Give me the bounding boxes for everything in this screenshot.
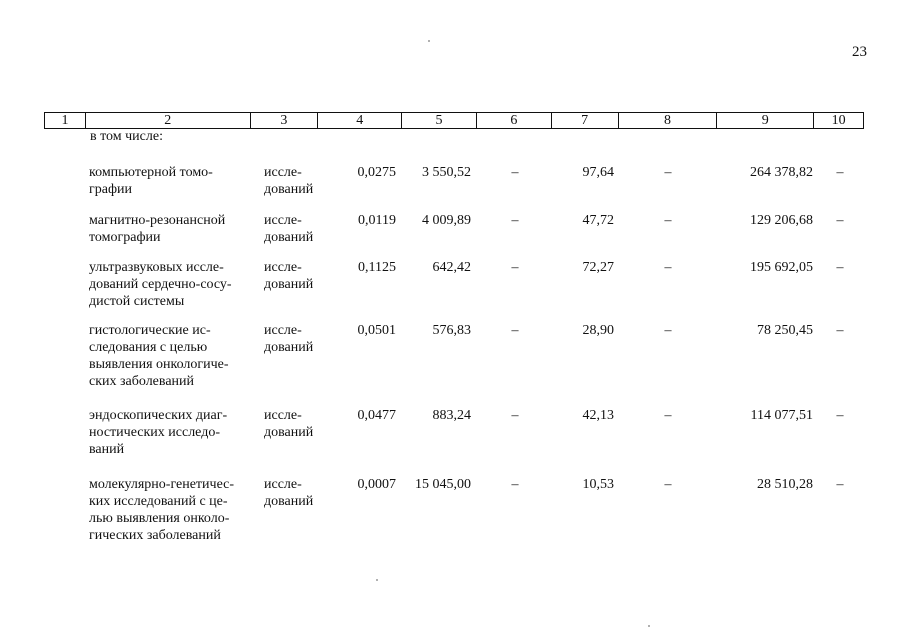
scan-speck bbox=[428, 40, 430, 42]
row-col-9: 114 077,51 bbox=[750, 408, 813, 423]
row-name-line: магнитно-резонансной bbox=[89, 213, 226, 228]
row-col-5: 883,24 bbox=[432, 408, 471, 423]
row-name-line: томографии bbox=[89, 230, 161, 245]
row-unit-cell bbox=[264, 476, 324, 510]
row-name-line: дований сердечно-сосу- bbox=[89, 277, 232, 292]
row-unit-line: иссле- bbox=[264, 213, 302, 228]
header-cell-10: 10 bbox=[831, 113, 846, 128]
row-unit-line: иссле- bbox=[264, 165, 302, 180]
row-unit-line: дований bbox=[264, 182, 314, 197]
row-name-cell bbox=[89, 407, 242, 458]
row-col-8: – bbox=[664, 477, 672, 492]
row-name-line: графии bbox=[89, 182, 133, 197]
row-name-line: компьютерной томо- bbox=[89, 165, 213, 180]
row-unit-line: дований bbox=[264, 230, 314, 245]
row-col-5: 576,83 bbox=[432, 323, 471, 338]
scan-speck bbox=[648, 625, 650, 627]
header-cell-8: 8 bbox=[619, 113, 718, 128]
row-name-line: ских заболеваний bbox=[89, 374, 195, 389]
row-col-7: 28,90 bbox=[582, 323, 614, 338]
row-unit-line: иссле- bbox=[264, 260, 302, 275]
row-unit-line: дований bbox=[264, 277, 314, 292]
row-name-cell bbox=[89, 476, 242, 544]
row-col-6: – bbox=[511, 213, 519, 228]
row-col-10: – bbox=[836, 213, 844, 228]
row-col-9: 28 510,28 bbox=[757, 477, 813, 492]
row-col-8: – bbox=[664, 213, 672, 228]
row-col-8: – bbox=[664, 260, 672, 275]
intro-text: в том числе: bbox=[90, 129, 163, 144]
header-cell-3: 3 bbox=[251, 113, 319, 128]
row-col-7: 10,53 bbox=[582, 477, 614, 492]
row-unit-line: иссле- bbox=[264, 477, 302, 492]
header-cell-2: 2 bbox=[86, 113, 251, 128]
row-unit-line: дований bbox=[264, 340, 314, 355]
row-col-4: 0,0119 bbox=[358, 213, 396, 228]
page-number: 23 bbox=[852, 44, 867, 60]
row-col-10: – bbox=[836, 260, 844, 275]
row-col-5: 642,42 bbox=[432, 260, 471, 275]
row-col-6: – bbox=[511, 408, 519, 423]
row-col-9: 129 206,68 bbox=[750, 213, 813, 228]
header-cell-9: 9 bbox=[717, 113, 814, 128]
row-unit-line: дований bbox=[264, 494, 314, 509]
row-unit-line: иссле- bbox=[264, 408, 302, 423]
row-unit-line: дований bbox=[264, 425, 314, 440]
row-unit-cell bbox=[264, 259, 324, 293]
row-col-4: 0,0007 bbox=[357, 477, 396, 492]
row-name-line: гических заболеваний bbox=[89, 528, 221, 543]
row-col-6: – bbox=[511, 260, 519, 275]
row-name-cell bbox=[89, 212, 242, 246]
row-col-7: 97,64 bbox=[582, 165, 614, 180]
header-cell-4: 4 bbox=[318, 113, 402, 128]
row-name-line: ких исследований с це- bbox=[89, 494, 228, 509]
row-col-4: 0,0275 bbox=[357, 165, 396, 180]
row-unit-cell bbox=[264, 407, 324, 441]
row-name-line: дистой системы bbox=[89, 294, 185, 309]
row-col-7: 47,72 bbox=[582, 213, 614, 228]
row-col-6: – bbox=[511, 165, 519, 180]
row-col-5: 15 045,00 bbox=[415, 477, 471, 492]
row-unit-line: иссле- bbox=[264, 323, 302, 338]
row-col-8: – bbox=[664, 323, 672, 338]
row-col-10: – bbox=[836, 477, 844, 492]
header-cell-5: 5 bbox=[402, 113, 477, 128]
row-col-9: 78 250,45 bbox=[757, 323, 813, 338]
row-col-4: 0,0501 bbox=[357, 323, 396, 338]
row-col-10: – bbox=[836, 165, 844, 180]
row-col-5: 4 009,89 bbox=[422, 213, 471, 228]
row-col-8: – bbox=[664, 408, 672, 423]
row-name-line: гистологические ис- bbox=[89, 323, 211, 338]
row-col-10: – bbox=[836, 408, 844, 423]
row-name-line: эндоскопических диаг- bbox=[89, 408, 228, 423]
row-name-line: молекулярно-генетичес- bbox=[89, 477, 235, 492]
row-col-4: 0,0477 bbox=[357, 408, 396, 423]
row-col-10: – bbox=[836, 323, 844, 338]
row-col-7: 72,27 bbox=[582, 260, 614, 275]
row-col-4: 0,1125 bbox=[358, 260, 396, 275]
header-cell-1: 1 bbox=[45, 113, 86, 128]
header-cell-7: 7 bbox=[552, 113, 619, 128]
row-name-line: следования с целью bbox=[89, 340, 208, 355]
row-unit-cell bbox=[264, 322, 324, 356]
row-unit-cell bbox=[264, 212, 324, 246]
header-cell-6: 6 bbox=[477, 113, 552, 128]
row-col-9: 264 378,82 bbox=[750, 165, 813, 180]
row-name-line: лью выявления онколо- bbox=[89, 511, 230, 526]
row-name-cell bbox=[89, 259, 242, 310]
table-header-row bbox=[44, 112, 864, 129]
row-name-cell bbox=[89, 322, 242, 390]
row-col-5: 3 550,52 bbox=[422, 165, 471, 180]
row-col-9: 195 692,05 bbox=[750, 260, 813, 275]
row-col-8: – bbox=[664, 165, 672, 180]
row-name-line: ностических исследо- bbox=[89, 425, 220, 440]
row-col-6: – bbox=[511, 323, 519, 338]
scan-speck bbox=[376, 579, 378, 581]
row-name-line: ультразвуковых иссле- bbox=[89, 260, 224, 275]
row-unit-cell bbox=[264, 164, 324, 198]
row-col-7: 42,13 bbox=[582, 408, 614, 423]
row-col-6: – bbox=[511, 477, 519, 492]
row-name-cell bbox=[89, 164, 242, 198]
row-name-line: выявления онкологиче- bbox=[89, 357, 229, 372]
row-name-line: ваний bbox=[89, 442, 125, 457]
